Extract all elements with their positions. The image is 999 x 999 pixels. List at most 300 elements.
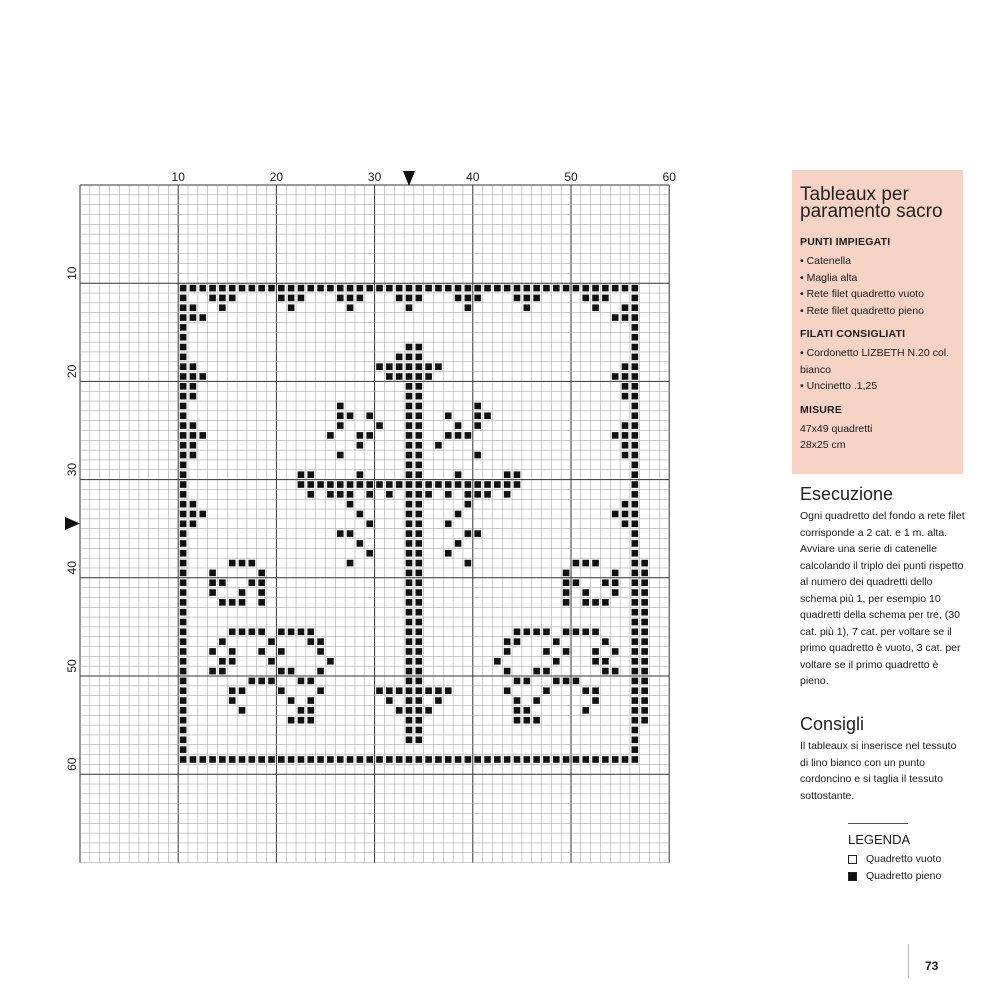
filled-cell [190, 452, 197, 459]
filled-cell [337, 412, 344, 419]
filled-cell [612, 589, 619, 596]
filled-cell [219, 579, 226, 586]
filled-cell [632, 550, 639, 557]
filled-cell [180, 285, 187, 292]
filled-cell [632, 393, 639, 400]
filled-cell [455, 432, 462, 439]
filled-cell [415, 462, 422, 469]
filled-cell [415, 354, 422, 361]
section-heading: MISURE [800, 403, 843, 416]
filled-cell [641, 560, 648, 567]
filled-cell [592, 560, 599, 567]
filled-cell [180, 668, 187, 675]
filled-cell [327, 491, 334, 498]
filled-cell [602, 599, 609, 606]
filled-cell [357, 756, 364, 763]
filled-cell [268, 658, 275, 665]
filled-cell [455, 511, 462, 518]
filled-cell [415, 432, 422, 439]
filled-cell [406, 383, 413, 390]
filled-cell [504, 491, 511, 498]
list-item: • Rete filet quadretto pieno [800, 304, 924, 317]
filled-cell [366, 412, 373, 419]
filled-cell [190, 363, 197, 370]
filled-cell [406, 648, 413, 655]
filled-cell [632, 471, 639, 478]
filled-cell [357, 471, 364, 478]
filled-cell [582, 629, 589, 636]
filled-cell [632, 403, 639, 410]
filled-cell [249, 285, 256, 292]
filled-cell [641, 678, 648, 685]
filled-cell [199, 373, 206, 380]
filled-cell [494, 658, 501, 665]
filled-cell [622, 520, 629, 527]
filled-cell [632, 687, 639, 694]
filled-cell [524, 295, 531, 302]
filled-cell [180, 501, 187, 508]
filled-cell [199, 511, 206, 518]
filled-cell [406, 619, 413, 626]
tips-heading: Consigli [800, 714, 865, 734]
filled-cell [632, 501, 639, 508]
filled-cell [632, 737, 639, 744]
filled-cell [180, 511, 187, 518]
filled-cell [337, 756, 344, 763]
filled-cell [406, 354, 413, 361]
filled-cell [474, 403, 481, 410]
filled-cell [573, 678, 580, 685]
filled-cell [592, 756, 599, 763]
filled-cell [632, 727, 639, 734]
filled-cell [632, 304, 639, 311]
filled-cell [337, 491, 344, 498]
filled-cell [612, 648, 619, 655]
filled-cell [641, 697, 648, 704]
filled-cell [641, 619, 648, 626]
filled-cell [347, 530, 354, 537]
filled-cell [278, 295, 285, 302]
filled-cell [396, 687, 403, 694]
filled-cell [180, 452, 187, 459]
column-number: 30 [367, 170, 382, 184]
filled-cell [249, 629, 256, 636]
filled-cell [219, 295, 226, 302]
filled-cell [415, 707, 422, 714]
filled-cell [415, 412, 422, 419]
filled-cell [249, 560, 256, 567]
filled-cell [632, 678, 639, 685]
filled-cell [180, 579, 187, 586]
column-number: 20 [269, 170, 284, 184]
filled-cell [582, 756, 589, 763]
filled-cell [415, 363, 422, 370]
filled-cell [406, 491, 413, 498]
filled-cell [406, 412, 413, 419]
filled-cell [180, 550, 187, 557]
filled-cell [445, 491, 452, 498]
filled-cell [249, 579, 256, 586]
filled-cell [406, 422, 413, 429]
filled-cell [366, 432, 373, 439]
filled-cell [504, 687, 511, 694]
filled-cell [415, 737, 422, 744]
filled-cell [632, 462, 639, 469]
filled-cell [406, 609, 413, 616]
filled-cell [376, 363, 383, 370]
filled-cell [180, 648, 187, 655]
filled-cell [622, 363, 629, 370]
filled-cell [415, 511, 422, 518]
filled-cell [209, 756, 216, 763]
filled-cell [641, 668, 648, 675]
filled-cell [288, 629, 295, 636]
filled-cell [524, 707, 531, 714]
filled-square-icon [848, 872, 857, 881]
filled-cell [582, 295, 589, 302]
column-number: 40 [466, 170, 480, 184]
filled-cell [514, 471, 521, 478]
filled-cell [258, 599, 265, 606]
filled-cell [435, 697, 442, 704]
filled-cell [180, 629, 187, 636]
filled-cell [632, 746, 639, 753]
filled-cell [415, 520, 422, 527]
filled-cell [582, 707, 589, 714]
filled-cell [406, 295, 413, 302]
filled-cell [386, 687, 393, 694]
filled-cell [406, 658, 413, 665]
filled-cell [582, 589, 589, 596]
filled-cell [307, 481, 314, 488]
filled-cell [632, 570, 639, 577]
filled-cell [415, 452, 422, 459]
filled-cell [249, 678, 256, 685]
filled-cell [484, 491, 491, 498]
filled-cell [229, 687, 236, 694]
filled-cell [396, 295, 403, 302]
filled-cell [229, 599, 236, 606]
filled-cell [396, 363, 403, 370]
filled-cell [553, 756, 560, 763]
filled-cell [504, 285, 511, 292]
filled-cell [622, 285, 629, 292]
filled-cell [229, 560, 236, 567]
filled-cell [435, 756, 442, 763]
filled-cell [612, 756, 619, 763]
filled-cell [455, 285, 462, 292]
empty-square-icon [848, 855, 857, 864]
filled-cell [622, 432, 629, 439]
filled-cell [632, 589, 639, 596]
filled-cell [317, 687, 324, 694]
filled-cell [612, 668, 619, 675]
filled-cell [632, 373, 639, 380]
filled-cell [337, 530, 344, 537]
chart-grid [80, 185, 669, 863]
section-heading: PUNTI IMPIEGATI [800, 236, 891, 248]
filled-cell [229, 285, 236, 292]
filled-cell [533, 295, 540, 302]
filled-cell [494, 756, 501, 763]
filled-cell [406, 579, 413, 586]
list-item: • Uncinetto .1,25 [800, 380, 878, 392]
filled-cell [622, 383, 629, 390]
filled-cell [602, 756, 609, 763]
filled-cell [533, 629, 540, 636]
filled-cell [415, 717, 422, 724]
filled-cell [180, 471, 187, 478]
filled-cell [347, 304, 354, 311]
column-number: 50 [564, 170, 578, 184]
filled-cell [435, 363, 442, 370]
filled-cell [337, 295, 344, 302]
filled-cell [219, 638, 226, 645]
filled-cell [425, 687, 432, 694]
filled-cell [415, 481, 422, 488]
filled-cell [465, 501, 472, 508]
filled-cell [258, 570, 265, 577]
filled-cell [180, 697, 187, 704]
filled-cell [445, 481, 452, 488]
filled-cell [278, 285, 285, 292]
filled-cell [406, 550, 413, 557]
filled-cell [406, 638, 413, 645]
filled-cell [415, 285, 422, 292]
filled-cell [415, 756, 422, 763]
filled-cell [445, 285, 452, 292]
filled-cell [612, 570, 619, 577]
filled-cell [415, 579, 422, 586]
filled-cell [268, 285, 275, 292]
legend-row-empty [848, 851, 968, 868]
filled-cell [632, 295, 639, 302]
column-number: 60 [662, 170, 676, 184]
filled-cell [592, 697, 599, 704]
filled-cell [180, 373, 187, 380]
filled-cell [514, 678, 521, 685]
filled-cell [366, 756, 373, 763]
filled-cell [406, 501, 413, 508]
row-number: 60 [65, 757, 79, 771]
filled-cell [219, 285, 226, 292]
filled-cell [622, 501, 629, 508]
filled-cell [307, 471, 314, 478]
filled-cell [425, 363, 432, 370]
filled-cell [268, 756, 275, 763]
filled-cell [494, 285, 501, 292]
filled-cell [445, 432, 452, 439]
filled-cell [632, 756, 639, 763]
filled-cell [592, 304, 599, 311]
filled-cell [298, 629, 305, 636]
filled-cell [180, 707, 187, 714]
filled-cell [563, 589, 570, 596]
filled-cell [307, 678, 314, 685]
filled-cell [307, 756, 314, 763]
filled-cell [219, 756, 226, 763]
filled-cell [622, 393, 629, 400]
filled-cell [641, 629, 648, 636]
filled-cell [632, 344, 639, 351]
filled-cell [563, 756, 570, 763]
filled-cell [180, 746, 187, 753]
filled-cell [219, 304, 226, 311]
filled-cell [347, 285, 354, 292]
filled-cell [622, 756, 629, 763]
filled-cell [632, 579, 639, 586]
filled-cell [622, 314, 629, 321]
filled-cell [180, 599, 187, 606]
filled-cell [465, 295, 472, 302]
filled-cell [386, 363, 393, 370]
filled-cell [268, 638, 275, 645]
filled-cell [415, 393, 422, 400]
filled-cell [612, 579, 619, 586]
filled-cell [415, 668, 422, 675]
filled-cell [455, 422, 462, 429]
filled-cell [582, 285, 589, 292]
filled-cell [641, 638, 648, 645]
filled-cell [465, 285, 472, 292]
filled-cell [415, 383, 422, 390]
filled-cell [406, 393, 413, 400]
filled-cell [632, 520, 639, 527]
filled-cell [337, 481, 344, 488]
filled-cell [396, 285, 403, 292]
filled-cell [563, 579, 570, 586]
filled-cell [406, 304, 413, 311]
filled-cell [641, 687, 648, 694]
filled-cell [622, 452, 629, 459]
filled-cell [622, 304, 629, 311]
filled-cell [258, 648, 265, 655]
filled-cell [415, 442, 422, 449]
filled-cell [415, 678, 422, 685]
filled-cell [406, 452, 413, 459]
filled-cell [632, 442, 639, 449]
filled-cell [258, 589, 265, 596]
filled-cell [180, 363, 187, 370]
filled-cell [406, 697, 413, 704]
filled-cell [514, 756, 521, 763]
filled-cell [632, 285, 639, 292]
filled-cell [573, 285, 580, 292]
filled-cell [465, 481, 472, 488]
filled-cell [415, 687, 422, 694]
filled-cell [602, 658, 609, 665]
filled-cell [278, 648, 285, 655]
filled-cell [180, 560, 187, 567]
filled-cell [337, 403, 344, 410]
filled-cell [445, 756, 452, 763]
filled-cell [180, 324, 187, 331]
filled-cell [573, 629, 580, 636]
filled-cell [239, 629, 246, 636]
filled-cell [425, 707, 432, 714]
filled-cell [180, 314, 187, 321]
filled-cell [366, 520, 373, 527]
filled-cell [190, 383, 197, 390]
filled-cell [465, 304, 472, 311]
execution-section [800, 484, 965, 690]
filled-cell [180, 609, 187, 616]
filled-cell [524, 678, 531, 685]
filled-cell [199, 756, 206, 763]
filled-cell [406, 629, 413, 636]
filled-cell [524, 285, 531, 292]
filled-cell [209, 668, 216, 675]
filled-cell [386, 491, 393, 498]
filled-cell [317, 481, 324, 488]
filled-cell [347, 481, 354, 488]
filled-cell [406, 462, 413, 469]
filled-cell [199, 285, 206, 292]
filled-cell [288, 304, 295, 311]
filled-cell [180, 403, 187, 410]
filled-cell [632, 658, 639, 665]
column-number: 10 [171, 170, 185, 184]
filled-cell [357, 285, 364, 292]
filled-cell [415, 501, 422, 508]
filled-cell [641, 579, 648, 586]
panel-title: Tableaux per paramento sacro [800, 184, 943, 222]
filled-cell [641, 570, 648, 577]
filled-cell [563, 629, 570, 636]
filled-cell [396, 354, 403, 361]
filled-cell [199, 432, 206, 439]
filled-cell [406, 707, 413, 714]
filled-cell [190, 373, 197, 380]
filled-cell [553, 285, 560, 292]
filled-cell [180, 717, 187, 724]
filled-cell [239, 756, 246, 763]
filled-cell [553, 638, 560, 645]
filled-cell [180, 658, 187, 665]
page-number: 73 [925, 959, 939, 973]
filled-cell [632, 697, 639, 704]
filled-cell [632, 422, 639, 429]
row-number: 50 [65, 659, 79, 673]
section-sizes [800, 404, 955, 454]
filled-cell [514, 285, 521, 292]
filled-cell [298, 295, 305, 302]
filled-cell [632, 638, 639, 645]
filled-cell [445, 550, 452, 557]
filled-cell [288, 668, 295, 675]
filled-cell [298, 285, 305, 292]
filled-cell [337, 285, 344, 292]
filled-cell [239, 589, 246, 596]
filled-cell [386, 697, 393, 704]
filled-cell [190, 393, 197, 400]
filled-cell [258, 629, 265, 636]
section-stitches [800, 236, 955, 319]
filled-cell [641, 609, 648, 616]
filled-cell [406, 589, 413, 596]
filled-cell [563, 285, 570, 292]
filled-cell [239, 599, 246, 606]
filled-cell [347, 295, 354, 302]
filled-cell [317, 756, 324, 763]
filled-cell [406, 471, 413, 478]
filled-cell [249, 756, 256, 763]
filled-cell [406, 687, 413, 694]
filled-cell [190, 501, 197, 508]
filled-cell [327, 481, 334, 488]
filled-cell [533, 697, 540, 704]
filled-cell [180, 383, 187, 390]
